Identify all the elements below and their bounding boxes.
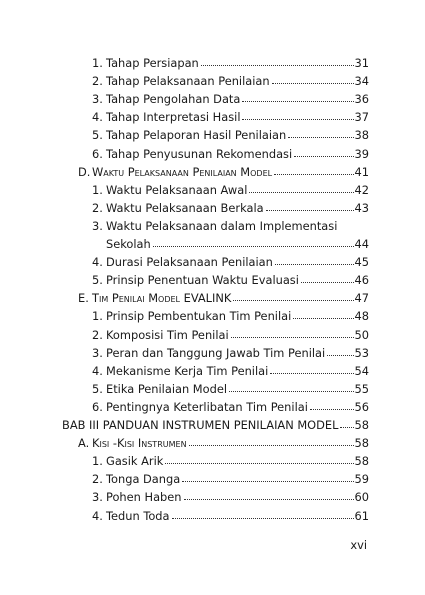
toc-entry[interactable] xyxy=(92,272,369,288)
toc-entry-number: 1. xyxy=(92,309,103,323)
dot-leader xyxy=(301,274,354,284)
toc-entry[interactable] xyxy=(92,308,369,324)
toc-entry[interactable] xyxy=(62,417,369,433)
toc-entry[interactable] xyxy=(92,453,369,469)
dot-leader xyxy=(310,401,354,411)
toc-entry-title: Mekanisme Kerja Tim Penilai xyxy=(106,364,269,378)
toc-entry-number: 1. xyxy=(92,183,103,197)
toc-entry-title: BAB III PANDUAN INSTRUMEN PENILAIAN MODEL xyxy=(62,418,339,432)
toc-entry-number: 1. xyxy=(92,454,103,468)
toc-entry-title: Tim Penilai Model EVALINK xyxy=(92,291,232,305)
toc-entry-page: 55 xyxy=(354,382,369,396)
toc-entry-title: Durasi Pelaksanaan Penilaian xyxy=(106,255,273,269)
toc-entry-page: 58 xyxy=(354,454,369,468)
toc-entry-title: Tahap Persiapan xyxy=(106,56,199,70)
toc-entry-title: Etika Penilaian Model xyxy=(106,382,228,396)
toc-entry-number: 3. xyxy=(92,346,103,360)
dot-leader xyxy=(293,310,353,320)
toc-entry-title: Tahap Interpretasi Hasil xyxy=(106,110,241,124)
toc-entry[interactable] xyxy=(92,399,369,415)
toc-entry-page: 60 xyxy=(354,490,369,504)
dot-leader xyxy=(274,166,353,176)
toc-entry-number: 5. xyxy=(92,382,103,396)
toc-entry-number: 4. xyxy=(92,364,103,378)
dot-leader xyxy=(327,347,353,357)
toc-entry-title: Komposisi Tim Penilai xyxy=(106,328,229,342)
dot-leader xyxy=(229,383,353,393)
dot-leader xyxy=(249,184,353,194)
toc-entry[interactable] xyxy=(92,109,369,125)
toc-entry-number: E. xyxy=(78,291,89,305)
toc-entry-title: Prinsip Pembentukan Tim Penilai xyxy=(106,309,292,323)
toc-entry[interactable] xyxy=(92,489,369,505)
toc-entry-title: Pentingnya Keterlibatan Tim Penilai xyxy=(106,400,308,414)
toc-entry-title: Pohen Haben xyxy=(106,490,182,504)
dot-leader xyxy=(182,473,353,483)
toc-entry-number: D. xyxy=(78,165,91,179)
toc-entry-number: 3. xyxy=(92,92,103,106)
toc-entry-title: Tedun Toda xyxy=(106,509,170,523)
toc-entry[interactable] xyxy=(92,218,369,234)
dot-leader xyxy=(275,256,354,266)
toc-entry[interactable] xyxy=(92,73,369,89)
dot-leader xyxy=(294,148,353,158)
dot-leader xyxy=(153,238,354,248)
toc-entry-number: A. xyxy=(78,436,90,450)
dot-leader xyxy=(231,329,354,339)
toc-entry-page: 37 xyxy=(354,110,369,124)
toc-entry-page: 42 xyxy=(354,183,369,197)
dot-leader xyxy=(270,365,353,375)
toc-entry-page: 61 xyxy=(354,509,369,523)
toc-entry-page: 41 xyxy=(354,165,369,179)
toc-entry-page: 34 xyxy=(354,74,369,88)
dot-leader xyxy=(242,111,353,121)
toc-entry[interactable] xyxy=(92,345,369,361)
toc-entry-title: Gasik Arik xyxy=(106,454,164,468)
toc-entry-number: 4. xyxy=(92,110,103,124)
toc-entry[interactable] xyxy=(92,200,369,216)
toc-entry-page: 43 xyxy=(354,201,369,215)
toc-entry[interactable] xyxy=(92,508,369,524)
toc-entry[interactable] xyxy=(92,254,369,270)
toc-entry-title: Tahap Pelaporan Hasil Penilaian xyxy=(106,128,287,142)
toc-entry[interactable] xyxy=(92,127,369,143)
toc-entry[interactable] xyxy=(92,55,369,71)
toc-entry-number: 4. xyxy=(92,255,103,269)
page-number: xvi xyxy=(350,538,367,552)
dot-leader xyxy=(172,510,354,520)
dot-leader xyxy=(184,491,354,501)
toc-entry[interactable] xyxy=(78,435,369,451)
toc-entry-page: 54 xyxy=(354,364,369,378)
toc-entry-title: Kisi -Kisi Instrumen xyxy=(92,436,187,450)
toc-entry-title: Sekolah xyxy=(106,237,151,251)
toc-entry[interactable] xyxy=(92,471,369,487)
toc-entry-number: 2. xyxy=(92,472,103,486)
dot-leader xyxy=(272,75,354,85)
toc-entry-number: 6. xyxy=(92,400,103,414)
toc-entry-number: 3. xyxy=(92,219,103,233)
toc-entry[interactable] xyxy=(92,381,369,397)
dot-leader xyxy=(165,455,353,465)
toc-entry-title: Tahap Pengolahan Data xyxy=(106,92,241,106)
toc-entry[interactable] xyxy=(92,146,369,162)
toc-entry-page: 31 xyxy=(354,56,369,70)
toc-entry-title: Waktu Pelaksanaan Penilaian Model xyxy=(92,165,273,179)
toc-entry-page: 48 xyxy=(354,309,369,323)
toc-entry-number: 2. xyxy=(92,328,103,342)
toc-entry-number: 5. xyxy=(92,273,103,287)
toc-entry-title: Peran dan Tanggung Jawab Tim Penilai xyxy=(106,346,326,360)
dot-leader xyxy=(189,437,354,447)
toc-entry-page: 39 xyxy=(354,147,369,161)
dot-leader xyxy=(233,292,353,302)
toc-entry[interactable] xyxy=(78,290,369,306)
dot-leader xyxy=(340,419,353,429)
toc-entry[interactable] xyxy=(92,182,369,198)
toc-entry-title: Tahap Pelaksanaan Penilaian xyxy=(106,74,270,88)
toc-entry-number: 1. xyxy=(92,56,103,70)
toc-entry-page: 38 xyxy=(354,128,369,142)
dot-leader xyxy=(266,202,354,212)
toc-entry-page: 58 xyxy=(354,418,369,432)
dot-leader xyxy=(288,129,353,139)
toc-entry-page: 44 xyxy=(354,237,369,251)
toc-entry[interactable] xyxy=(92,363,369,379)
toc-entry-page: 58 xyxy=(354,436,369,450)
toc-entry-page: 53 xyxy=(354,346,369,360)
toc-entry[interactable] xyxy=(92,327,369,343)
toc-entry-page: 56 xyxy=(354,400,369,414)
toc-entry-title: Waktu Pelaksanaan dalam Implementasi xyxy=(106,219,338,233)
toc-entry-title: Tonga Danga xyxy=(106,472,181,486)
toc-entry-number: 4. xyxy=(92,509,103,523)
toc-entry-number: 2. xyxy=(92,74,103,88)
toc-entry-number: 3. xyxy=(92,490,103,504)
toc-entry-page: 46 xyxy=(354,273,369,287)
toc-entry-title: Tahap Penyusunan Rekomendasi xyxy=(106,147,293,161)
toc-entry[interactable] xyxy=(78,164,369,180)
toc-entry-page: 47 xyxy=(354,291,369,305)
toc-entry-page: 59 xyxy=(354,472,369,486)
toc-entry[interactable] xyxy=(92,91,369,107)
dot-leader xyxy=(242,93,353,103)
toc-entry-title: Waktu Pelaksanaan Awal xyxy=(106,183,248,197)
toc-entry-page: 50 xyxy=(354,328,369,342)
toc-entry-number: 5. xyxy=(92,128,103,142)
toc-entry-number: 6. xyxy=(92,147,103,161)
toc-entry-page: 36 xyxy=(354,92,369,106)
toc-entry[interactable] xyxy=(106,236,369,252)
dot-leader xyxy=(201,57,354,67)
toc-entry-page: 45 xyxy=(354,255,369,269)
toc-entry-number: 2. xyxy=(92,201,103,215)
toc-entry-title: Waktu Pelaksanaan Berkala xyxy=(106,201,264,215)
toc-entry-title: Prinsip Penentuan Waktu Evaluasi xyxy=(106,273,299,287)
